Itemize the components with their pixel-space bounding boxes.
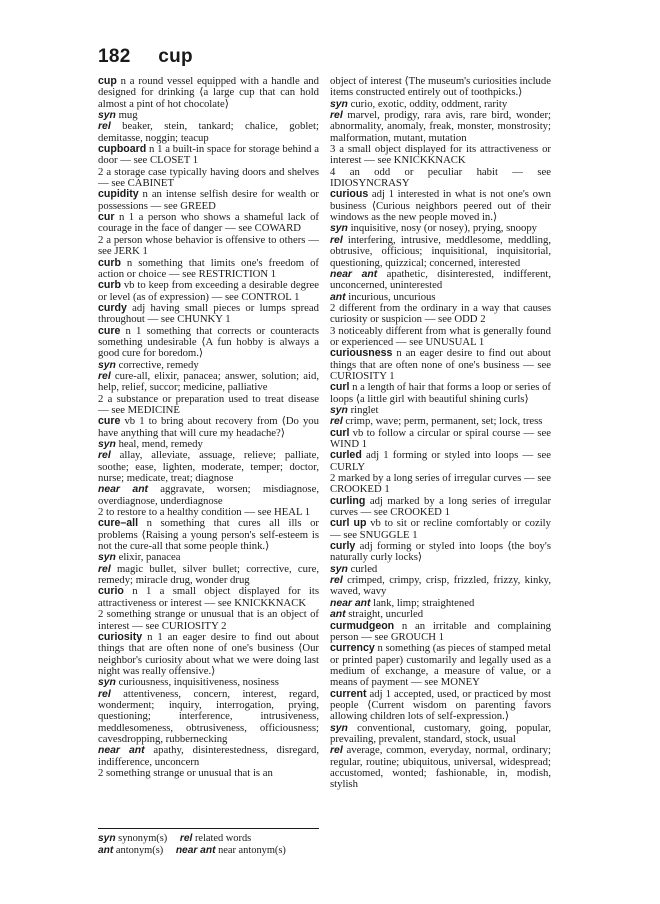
dictionary-entry [330, 382, 551, 405]
left-column [98, 76, 319, 779]
entry-text: n 1 a person who shows a shameful lack of courage in the face of danger — see COWARD [98, 211, 319, 235]
entry-label: syn [330, 223, 348, 235]
entry-label: syn [98, 552, 116, 564]
entry-text: incurious, uncurious [345, 290, 436, 303]
dictionary-entry [330, 326, 551, 349]
entry-text: 2 something strange or unusual that is an [98, 766, 273, 779]
entry-text: n 1 an eager desire to find out about things that are often none of one's business ⟨Our neighbor's curiosity about what we were doing last night was really offensive.⟩ [98, 630, 319, 677]
entry-text: lank, limp; straightened [370, 596, 475, 609]
headword: cure–all [98, 517, 139, 530]
headword: cup [98, 75, 117, 87]
entry-text: adj forming or styled into loops ⟨the boy's naturally curly locks⟩ [330, 540, 551, 564]
dictionary-entry [98, 484, 319, 507]
entry-text: marvel, prodigy, rara avis, rare bird, wonder; abnormality, anomaly, freak, monster, monstrosity; malformation, mutant, mutation [330, 109, 551, 144]
dictionary-entry [98, 167, 319, 190]
dictionary-entry [98, 609, 319, 632]
entry-text: 2 different from the ordinary in a way that causes curiosity or suspicion — see ODD 2 [330, 301, 551, 326]
headword: curdy [98, 301, 127, 314]
legend-near-label: near ant [175, 844, 216, 856]
entry-label: rel [330, 110, 343, 122]
right-column [330, 76, 551, 791]
dictionary-entry [98, 121, 319, 144]
entry-text: 2 a person whose behavior is offensive to others — see JERK 1 [98, 233, 319, 258]
dictionary-entry [330, 745, 551, 790]
entry-label: rel [98, 370, 111, 382]
entry-text: straight, uncurled [345, 608, 424, 621]
entry-text: elixir, panacea [115, 551, 181, 564]
entry-text: conventional, customary, going, popular, prevailing, prevalent, standard, stock, usual [330, 721, 551, 745]
entry-text: corrective, remedy [115, 358, 199, 371]
entry-label: syn [330, 404, 348, 416]
dictionary-entry [330, 303, 551, 326]
entry-text: adj 1 forming or styled into loops — see CURLY [330, 449, 551, 473]
dictionary-entry [330, 348, 551, 382]
dictionary-entry [98, 189, 319, 212]
legend-ant-text: antonym(s) [115, 844, 164, 856]
entry-text: n something that cures all ills or problems ⟨Raising a young person's self-esteem is not the cure-all that some people think.⟩ [98, 517, 319, 553]
headword: cure [98, 415, 121, 428]
entry-text: n a round vessel equipped with a handle and designed for drinking ⟨a large [98, 75, 319, 99]
dictionary-entry [330, 473, 551, 496]
abbreviation-legend [98, 828, 319, 856]
entry-text: vb to keep from exceeding a desirable degree or level (as of expression) — see CONTROL 1 [98, 279, 319, 303]
dictionary-entry [330, 189, 551, 223]
entry-text: 2 to restore to a healthy condition — see HEAL 1 [98, 506, 311, 519]
dictionary-entry [98, 258, 319, 281]
headword: currency [330, 642, 375, 655]
dictionary-entry [330, 76, 551, 99]
headword: curio [98, 585, 124, 598]
dictionary-entry [98, 450, 319, 484]
entry-label: syn [330, 98, 348, 110]
entry-label: syn [98, 359, 116, 371]
entry-text: adj having small pieces or lumps spread throughout — see CHUNKY 1 [98, 301, 319, 326]
entry-text: heal, mend, remedy [115, 438, 203, 450]
entry-text: cup [239, 86, 255, 99]
entry-text: vb to follow a circular or spiral course — see WIND 1 [330, 426, 551, 450]
headword: cure [98, 324, 121, 337]
dictionary-entry [330, 621, 551, 644]
entry-text: apathetic, disinterested, indifferent, unconcerned, uninterested [330, 267, 552, 292]
entry-text: 2 a storage case typically having doors and shelves — see CABINET [98, 165, 319, 190]
page-header [98, 46, 193, 68]
entry-text: 3 noticeably different from what is generally found or experienced — see UNUSUAL 1 [330, 324, 551, 348]
entry-label: rel [330, 234, 343, 246]
entry-label: near ant [330, 597, 371, 609]
dictionary-entry [330, 428, 551, 451]
entry-text: mug [115, 109, 138, 122]
dictionary-entry [330, 269, 551, 292]
entry-text: adj 1 interested in what is not one's own business ⟨Curious neighbors peered out of their windows as the new people moved in.⟩ [330, 188, 551, 224]
dictionary-entry [330, 450, 551, 473]
legend-syn-text: synonym(s) [118, 833, 168, 844]
legend-syn-label: syn [98, 833, 116, 844]
headword: curled [330, 449, 362, 462]
entry-text: adj 1 accepted, used, or practiced by most people ⟨Current wisdom on parenting favors allowing children lots of self-expression.⟩ [330, 687, 551, 723]
entry-text: n 1 a built-in space for storage behind a door — see CLOSET 1 [98, 143, 319, 167]
headword: current [330, 687, 367, 700]
headword: curly [330, 540, 356, 553]
dictionary-entry [98, 745, 319, 768]
entry-text: curled [347, 562, 378, 575]
headword: curling [330, 494, 366, 507]
dictionary-entry [330, 235, 551, 269]
dictionary-entry [98, 518, 319, 552]
dictionary-entry [98, 768, 319, 779]
entry-text: n a length of hair that forms a loop or series of loops ⟨a little girl with beautiful shining curls⟩ [330, 381, 551, 405]
entry-text: n an irritable and complaining person — see GROUCH 1 [330, 619, 551, 643]
headword: curl [330, 426, 350, 439]
entry-text: magic bullet, silver bullet; corrective, cure, remedy; miracle drug, wonder drug [98, 562, 319, 587]
entry-text: apathy, disinterestedness, disregard, indifference, unconcern [98, 744, 319, 768]
dictionary-entry [330, 144, 551, 167]
headword: cupidity [98, 188, 139, 201]
entry-text: n something that limits one's freedom of action or choice — see RESTRICTION 1 [98, 256, 319, 280]
legend-rel-label: rel [179, 833, 193, 844]
entry-text: n an intense selfish desire for wealth or possessions — see GREED [98, 188, 319, 212]
entry-label: rel [330, 416, 343, 428]
entry-text: beaker, stein, tankard; chalice, goblet; demitasse, noggin; teacup [98, 120, 319, 144]
entry-text: average, common, everyday, normal, ordinary; regular, routine; ubiquitous, universal, widespread; accustomed, wonted; fashionable, in, modish, stylish [330, 744, 551, 791]
entry-label: ant [330, 609, 346, 621]
entry-label: near ant [98, 484, 149, 496]
entry-text: adj marked by a long series of irregular curves — see CROOKED 1 [330, 494, 551, 519]
dictionary-entry [98, 76, 319, 110]
dictionary-entry [98, 235, 319, 258]
headword: curiousness [330, 347, 393, 360]
entry-label: rel [330, 745, 343, 757]
entry-text: 3 a small object displayed for its attractiveness or interest — see KNICKKNACK [330, 143, 551, 167]
dictionary-entry [330, 689, 551, 723]
entry-label: rel [98, 563, 111, 575]
entry-text: 2 a substance or preparation used to treat disease — see MEDICINE [98, 392, 319, 416]
entry-label: rel [98, 688, 111, 700]
headword: cupboard [98, 143, 147, 156]
dictionary-entry [330, 496, 551, 519]
dictionary-entry [330, 518, 551, 541]
entry-text: inquisitive, nosy (or nosey), prying, snoopy [347, 222, 538, 235]
entry-label: near ant [98, 745, 145, 757]
headword: curb [98, 279, 121, 292]
dictionary-entry [98, 416, 319, 439]
dictionary-entry [98, 303, 319, 326]
entry-text: n an eager desire to find out about things that are often none of one's business — see CURIOSITY 1 [330, 347, 551, 382]
page-number: 182 [98, 46, 131, 67]
dictionary-entry [98, 144, 319, 167]
headword: curl up [330, 517, 367, 530]
entry-text: n 1 a small object displayed for its attractiveness or interest — see KNICKKNACK [98, 585, 319, 609]
entry-text: allay, alleviate, assuage, relieve; palliate, soothe; ease, lighten, moderate, temper; doctor, nurse; medicate, treat; diagnose [98, 449, 319, 485]
dictionary-entry [98, 564, 319, 587]
entry-text: interfering, intrusive, meddlesome, meddling, obtrusive, officious; inquisitional, inquisitorial, questioning, quizzical; concerned, interested [330, 233, 551, 269]
legend-near-text: near antonym(s) [218, 844, 286, 856]
entry-text: vb 1 to bring about recovery from ⟨Do you have anything that will cure my headache?⟩ [98, 415, 319, 439]
entry-label: rel [330, 575, 343, 587]
legend-rel-text: related words [194, 833, 252, 844]
dictionary-entry [330, 643, 551, 688]
entry-text: crimped, crimpy, crisp, frizzled, frizzy, kinky, waved, wavy [330, 574, 551, 598]
entry-label: rel [98, 121, 111, 133]
entry-text: object of interest ⟨The museum's curiosities include items constructed entirely out of toothpicks.⟩ [330, 75, 551, 99]
dictionary-entry [330, 110, 551, 144]
entry-text: n something (as pieces of stamped metal or printed paper) customarily and legally used as a medium of exchange, a measure of value, or a means of payment — see MONEY [330, 642, 551, 689]
dictionary-entry [98, 689, 319, 746]
dictionary-entry [98, 586, 319, 609]
headword: curious [330, 188, 369, 201]
entry-text: n 1 something that corrects or counteracts something undesirable ⟨A fun hobby is always a good cure for boredom.⟩ [98, 324, 319, 360]
dictionary-entry [98, 371, 319, 394]
dictionary-entry [98, 212, 319, 235]
entry-text: crimp, wave; perm, permanent, set; lock, tress [342, 415, 543, 428]
entry-text: attentiveness, concern, interest, regard, wonderment; inquiry, interrogation, prying, questioning; interference, intrusiveness, meddlesomeness, obtrusiveness, officiousness; cavesdropping, rubbernecking [98, 687, 319, 745]
dictionary-entry [98, 280, 319, 303]
guide-word: cup [158, 46, 193, 67]
entry-text: vb to sit or recline comfortably or cozily — see SNUGGLE 1 [330, 517, 551, 541]
dictionary-entry [330, 167, 551, 190]
headword: curl [330, 381, 350, 394]
entry-label: near ant [330, 268, 378, 280]
entry-text: curiousness, inquisitiveness, nosiness [115, 676, 279, 689]
entry-label: syn [98, 439, 116, 450]
entry-text: 2 marked by a long series of irregular curves — see CROOKED 1 [330, 472, 551, 496]
dictionary-entry [98, 326, 319, 360]
entry-text: cure-all, elixir, panacea; answer, solution; aid, help, relief, succor; medicine, palliative [98, 369, 319, 394]
entry-text: that can hold almost a pint of hot chocolate⟩ [98, 86, 320, 110]
entry-text: 4 an odd or peculiar habit — see IDIOSYNCRASY [330, 165, 551, 190]
headword: curb [98, 256, 121, 269]
entry-text: curio, exotic, oddity, oddment, rarity [347, 97, 508, 110]
headword: cur [98, 211, 115, 224]
entry-label: syn [98, 677, 116, 689]
dictionary-entry [330, 575, 551, 598]
entry-text: ringlet [347, 403, 379, 416]
dictionary-entry [98, 632, 319, 677]
entry-label: syn [330, 722, 348, 734]
dictionary-entry [98, 394, 319, 417]
entry-label: ant [330, 291, 346, 303]
entry-text: 2 something strange or unusual that is an object of interest — see CURIOSITY 2 [98, 608, 319, 632]
entry-label: syn [98, 110, 116, 122]
dictionary-entry [330, 541, 551, 564]
legend-ant-label: ant [98, 844, 114, 856]
entry-text: aggravate, worsen; misdiagnose, overdiagnose, underdiagnose [98, 483, 319, 507]
dictionary-entry [330, 723, 551, 746]
entry-label: syn [330, 563, 348, 575]
headword: curiosity [98, 630, 143, 643]
entry-label: rel [98, 450, 111, 462]
headword: curmudgeon [330, 619, 395, 632]
